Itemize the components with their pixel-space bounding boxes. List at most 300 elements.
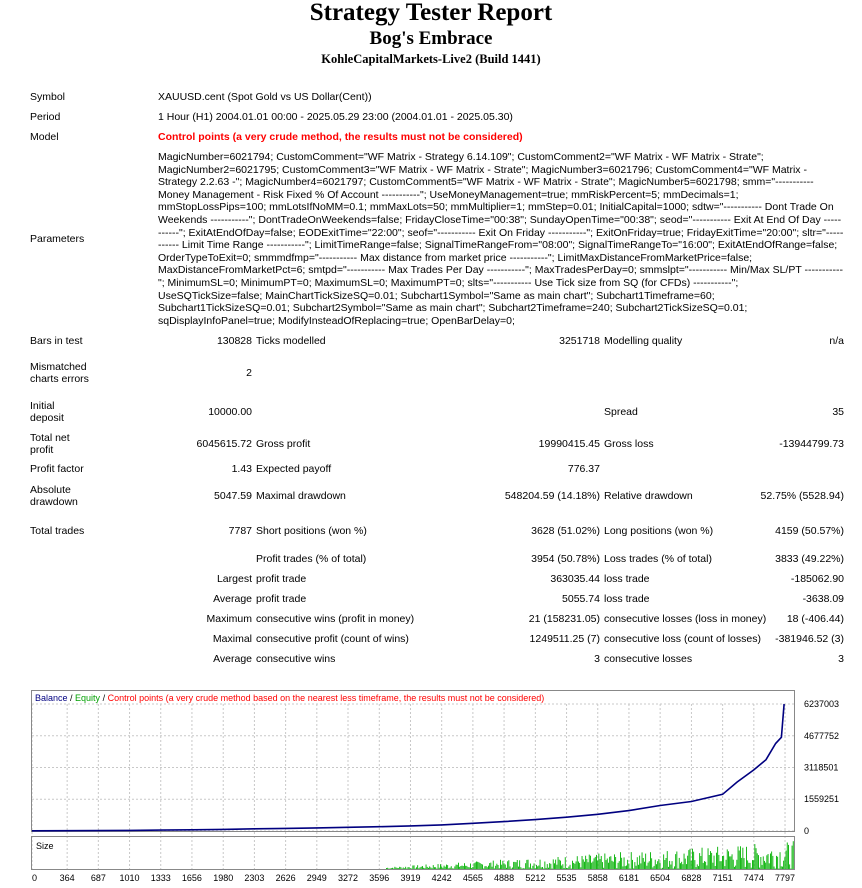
size-bar [541,867,542,869]
profit-trades-value: 3954 (50.78%) [531,553,600,566]
net-value: 6045615.72 [196,438,252,451]
size-bar [786,851,787,869]
size-bar [493,861,494,869]
rel-dd-value: 52.75% (5528.94) [760,490,845,503]
net-label: Total net profit [30,432,70,457]
size-bar [663,854,664,869]
size-bar [614,854,615,869]
row-symbol [28,87,846,107]
size-bar [549,863,550,869]
size-bar [513,862,514,869]
size-bar [410,868,411,869]
size-bar [765,863,766,869]
spread-value: 35 [832,406,845,419]
size-bar [602,862,603,869]
x-tick-label: 5858 [587,873,608,883]
x-tick-label: 2626 [275,873,296,883]
size-bar [412,866,413,870]
size-bar [512,868,513,870]
average-profit-value: 5055.74 [562,593,600,606]
size-bar [734,867,735,869]
size-bar [716,853,717,869]
size-bar [693,852,694,869]
trades-value: 7787 [228,525,252,538]
average-profit-cell [254,589,602,609]
size-bar [691,861,692,869]
x-tick-label: 0 [32,873,38,883]
main-plot-frame [32,691,795,832]
size-bar [440,864,441,869]
size-bar [474,863,475,869]
size-bar [576,861,577,869]
size-bar [674,866,675,869]
largest-profit-value: 363035.44 [550,573,600,586]
size-bar [394,867,395,869]
size-bar [404,868,405,869]
size-bar [434,867,435,869]
size-bar [664,860,665,869]
pf-value: 1.43 [231,463,252,476]
size-bar [730,856,731,869]
size-bar [517,860,518,869]
size-bar [633,868,634,869]
size-bar [604,854,605,870]
row-largest [28,569,846,589]
size-bar [478,862,479,869]
row-maximum [28,609,846,629]
size-bar [720,861,721,869]
size-bar [687,856,688,869]
size-bar [550,864,551,869]
size-bar [615,857,616,869]
size-bar [574,864,575,869]
size-bar [415,869,416,870]
size-bar [547,864,548,869]
row-maximal [28,629,846,649]
size-bar [454,866,455,869]
row-parameters [28,147,846,331]
size-bar [586,859,587,869]
size-bar [446,865,447,869]
size-bar [548,868,549,869]
size-bar [698,866,699,869]
size-bar [582,856,583,869]
parameters-value: MagicNumber=6021794; CustomComment="WF Matrix - Strategy 6.14.109"; CustomComment2="WF Matrix - WF Matrix - Strate"; MagicNumber2=6021795; CustomComment3="WF Matrix - WF Matrix - Strate"; MagicNumber3=6021796; CustomComment4="WF Matrix - Strategy 2.2.63 -"; MagicNumber4=6021797; CustomComment5="WF Matrix - WF Matrix - Strate"; MagicNumber5=6021798; smm="----------- Money Management - Risk Fixed % Of Account -----------"; UseMoneyManagement=true; mmRiskPercent=5; mmDecimals=1; mmStopLossPips=100; mmLotsIfNoMM=0.1; mmMaxLots=50; mmMultiplier=1; mmStep=0.01; InitialCapital=1000; sdtw="----------- Dont Trade On Weekends -----------"; DontTradeOnWeekends=false; FridayCloseTime="00:38"; SundayOpenTime="00:38"; seod="----------- Exit At End Of Day -----------"; ExitAtEndOfDay=false; EODExitTime="22:00"; seof="----------- Exit On Friday -----------"; ExitOnFriday=true; FridayExitTime="20:00"; sltr="----------- Limit Time Range -----------"; LimitTimeRange=false; SignalTimeRangeFrom="08:00"; SignalTimeRangeTo="16:00"; ExitAtEndOfRange=false; OrderTypeToExit=0; smmmdfmp="----------- Max distance from market price -----------"; LimitMaxDistanceFromMarketPrice=false; MaxDistanceFromMarketPct=6; smtpd="----------- Max Trades Per Day -----------"; MaxTradesPerDay=0; smmslpt="----------- Min/Max SL/PT -----------"; MinimumSL=0; MinimumPT=0; MaximumSL=0; MaximumPT=0; slts="----------- Use Tick size from SQ (for CFDs) -----------"; UseSQTickSize=false; MainChartTickSizeSQ=0.01; Subchart1Symbol="Same as main chart"; Subchart1Timeframe=60; Subchart1TickSizeSQ=0.01; Subchart2Symbol="Same as main chart"; Subchart2Timeframe=240; Subchart2TickSizeSQ=0.01; sqDisplayInfoPanel=true; ModifyInsteadOfReplacing=true; OpenBarDelay=0; [158,151,844,327]
size-bar [457,865,458,869]
size-bar [520,867,521,869]
payoff-label: Expected payoff [256,463,332,476]
size-bar [643,858,644,869]
size-bar [536,865,537,869]
size-bar [640,863,641,869]
size-bar [458,863,459,869]
size-bar [702,848,703,869]
size-bar [748,863,749,869]
size-bar [502,861,503,869]
row-average-cons [28,649,846,669]
x-tick-label: 364 [59,873,75,883]
size-bar [676,852,677,870]
size-bar [754,844,755,869]
size-bar [588,862,589,869]
x-tick-label: 3272 [337,873,359,883]
size-bar [704,861,705,869]
x-tick-label: 4565 [462,873,483,883]
avg-cons-wins-cell [254,649,602,669]
size-bar [793,841,794,869]
size-bar [416,867,417,869]
short-cell [254,513,602,549]
size-bar [717,847,718,869]
size-bar [634,862,635,869]
size-bar [788,845,789,869]
size-label: Size [36,841,54,851]
server-build: KohleCapitalMarkets-Live2 (Build 1441) [321,52,541,66]
size-bar [445,867,446,869]
size-bar [729,856,730,869]
size-bar [433,865,434,869]
size-bar [451,866,452,869]
size-bar [732,854,733,869]
ticks-cell [254,331,602,351]
size-bar [418,868,419,869]
size-bar [501,865,502,869]
short-value: 3628 (51.02%) [531,525,600,538]
size-bar [508,860,509,869]
size-bar [710,851,711,869]
avg-cons-losses-label: consecutive losses [604,653,693,666]
bars-label: Bars in test [30,335,83,348]
ticks-label: Ticks modelled [256,335,326,348]
size-bar [423,868,424,869]
max-cons-losses-value: 18 (-406.44) [786,613,845,626]
size-bar [490,863,491,869]
size-bar [625,866,626,869]
size-bar [675,854,676,869]
size-bar [758,855,759,869]
size-bar [468,867,469,869]
x-tick-label: 5535 [556,873,577,883]
size-bar [538,866,539,870]
size-bar [781,866,782,869]
symbol-value: XAUUSD.cent (Spot Gold vs US Dollar(Cent)) [158,91,372,103]
size-bar [417,865,418,869]
size-bar [672,861,673,869]
x-tick-label: 687 [90,873,106,883]
size-bar [666,858,667,869]
size-bar [621,858,622,869]
size-bar [480,863,481,869]
size-bar [411,869,412,870]
size-bar [470,864,471,870]
size-bar [658,859,659,869]
x-tick-label: 7797 [775,873,796,883]
y-tick-label: 0 [804,826,810,836]
size-bar [678,868,679,869]
size-bar [699,853,700,869]
x-tick-label: 1010 [119,873,140,883]
size-bar [598,854,599,869]
size-bar [644,862,645,869]
size-bar [592,862,593,870]
size-bar [705,862,706,869]
size-bar [589,855,590,869]
size-bar [426,865,427,870]
legend-balance: Balance [35,693,68,703]
size-bar [618,863,619,869]
size-bar [632,860,633,869]
size-bar [406,869,407,870]
size-bar [669,861,670,869]
size-bar [651,858,652,869]
max-cons-losses-label: consecutive losses (loss in money) [604,613,767,626]
size-bar [448,868,449,869]
max-dd-label: Maximal drawdown [256,490,346,503]
y-tick-label: 6237003 [804,699,840,709]
size-bar [405,867,406,869]
size-bar [613,862,614,869]
gross-profit-value: 19990415.45 [538,438,600,451]
legend-note: Control points (a very crude method based on the nearest less timeframe, the results must not be considered) [107,693,545,703]
size-bar [746,847,747,869]
size-bar [631,852,632,869]
symbol-label: Symbol [30,91,66,103]
gross-loss-label: Gross loss [604,438,654,451]
size-bar [741,858,742,869]
x-tick-label: 4888 [494,873,515,883]
gross-profit-cell [254,429,602,459]
size-bar [760,857,761,869]
size-bar [595,857,596,869]
size-bar [636,866,637,869]
size-bar [616,868,617,869]
avg-cons-wins-value: 3 [594,653,600,666]
size-bar [481,864,482,869]
size-bar [740,846,741,869]
size-bar [646,866,647,869]
size-bar [482,865,483,870]
size-bar [499,868,500,869]
size-bar [459,867,460,869]
size-bar [399,867,400,869]
size-bar [573,863,574,869]
x-tick-label: 5212 [525,873,546,883]
size-bar [733,860,734,869]
size-bar [622,866,623,869]
size-bar [565,857,566,869]
size-bar [553,859,554,869]
size-bar [706,865,707,869]
size-bar [453,869,454,870]
size-bar [768,854,769,869]
size-bar [556,865,557,869]
size-bar [408,867,409,869]
size-bar [708,848,709,869]
chart-legend [35,693,544,703]
average-loss-label: loss trade [604,593,650,606]
size-bar [777,857,778,869]
size-bar [688,850,689,869]
size-bar [537,866,538,869]
largest-profit-label: profit trade [256,573,307,586]
size-bar [544,862,545,870]
size-bar [402,869,403,870]
short-label: Short positions (won %) [256,525,367,538]
size-bar [424,868,425,869]
deposit-label: Initial deposit [30,400,64,425]
ticks-value: 3251718 [559,335,600,348]
size-bar [494,869,495,870]
size-bar [726,860,727,869]
size-bar [510,866,511,869]
size-bar [790,869,791,870]
average-label: Average [213,593,252,606]
size-bar [585,856,586,869]
size-bar [776,856,777,869]
size-bar [697,864,698,869]
size-bar [469,867,470,869]
x-tick-label: 2949 [306,873,327,883]
size-bar [753,860,754,869]
payoff-value: 776.37 [567,463,600,476]
gross-loss-value: -13944799.73 [779,438,845,451]
size-bar [620,852,621,869]
size-bar [391,868,392,869]
largest-label: Largest [216,573,252,586]
size-bar [450,868,451,869]
size-bar [670,865,671,870]
size-bar [630,869,631,870]
size-bar [488,866,489,869]
abs-dd-label: Absolute drawdown [30,484,78,509]
size-bar [789,864,790,869]
size-bar [562,864,563,869]
size-bar [535,868,536,869]
size-bar [516,862,517,869]
y-tick-labels [804,699,839,836]
size-bar [460,866,461,869]
max-dd-value: 548204.59 (14.18%) [504,490,600,503]
report-title: Strategy Tester Report [309,0,553,26]
size-bar [398,868,399,869]
size-bar [390,869,391,870]
size-bar [484,866,485,869]
size-bar [486,866,487,869]
size-bar [718,855,719,869]
size-bar [414,865,415,869]
size-bar [522,869,523,870]
size-bar [757,853,758,869]
size-bar [715,866,716,869]
max-cons-wins-label: consecutive wins (profit in money) [256,613,415,626]
loss-trades-label: Loss trades (% of total) [604,553,712,566]
size-bar [475,862,476,869]
profit-trades-label: Profit trades (% of total) [256,553,367,566]
size-bar [771,852,772,870]
size-bar [764,861,765,869]
size-bar [684,854,685,869]
size-bars [386,841,794,869]
row-bars [28,331,846,351]
size-bar [518,867,519,869]
x-tick-label: 1333 [150,873,171,883]
maximal-profit-value: 1249511.25 (7) [529,633,600,646]
size-bar [388,869,389,870]
balance-chart [31,690,844,888]
size-bar [560,861,561,869]
size-bar [567,868,568,869]
size-bar [532,866,533,869]
size-bar [554,863,555,869]
size-bar [700,856,701,869]
size-bar [608,863,609,869]
size-bar [552,869,553,870]
size-bar [769,863,770,869]
size-bar [594,858,595,869]
size-bar [787,843,788,870]
x-tick-labels [32,873,795,883]
row-average [28,589,846,609]
row-deposit [28,395,846,429]
size-bar [606,860,607,869]
size-bar [463,866,464,869]
size-bar [506,868,507,869]
abs-dd-value: 5047.59 [214,490,252,503]
legend-sep-1: / [67,693,76,703]
size-bar [652,867,653,869]
size-bar [668,867,669,869]
strategy-name: Bog's Embrace [369,28,493,49]
row-mismatch [28,351,846,395]
size-bar [782,867,783,869]
size-bar [783,861,784,869]
size-bar [747,860,748,869]
row-drawdown [28,479,846,513]
x-tick-label: 4242 [431,873,452,883]
size-bar [766,855,767,869]
row-trades [28,513,846,549]
size-bar [759,868,760,869]
size-bar [774,867,775,870]
size-bar [690,849,691,869]
size-bar [607,859,608,870]
size-bar [564,868,565,869]
size-bar [396,868,397,870]
size-bar [492,867,493,869]
size-bar [436,869,437,870]
size-bar [624,857,625,869]
largest-loss-value: -185062.90 [790,573,845,586]
size-bar [792,846,793,869]
maximal-profit-cell [254,629,602,649]
size-bar [696,867,697,869]
size-bar [421,867,422,869]
size-bar [531,868,532,869]
long-label: Long positions (won %) [604,525,714,538]
size-bar [542,867,543,869]
size-bar [673,868,674,869]
maximal-label: Maximal [212,633,252,646]
size-bar [500,860,501,869]
size-bar [712,863,713,869]
size-bar [526,860,527,869]
size-bar [435,867,436,869]
size-bar [648,863,649,869]
size-bar [686,864,687,869]
size-bar [661,869,662,870]
size-bar [597,861,598,869]
size-bar [679,858,680,869]
